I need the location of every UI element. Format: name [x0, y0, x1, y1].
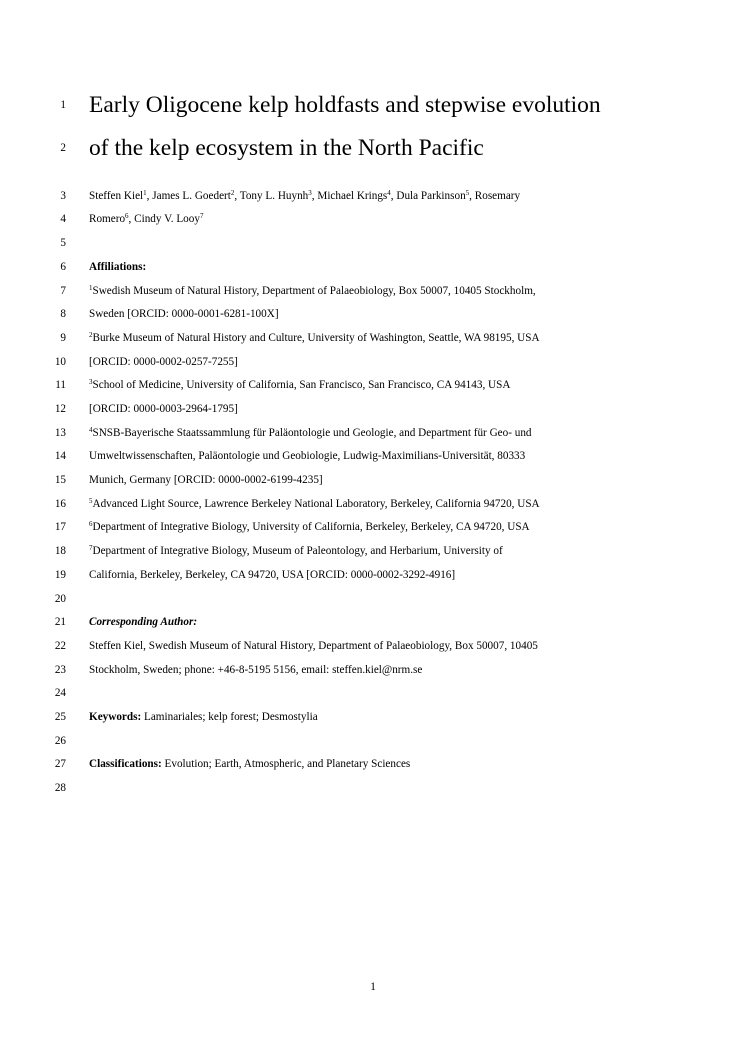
affiliation-line [0, 280, 746, 302]
affiliation-text: Department of Integrative Biology, University of California, Berkeley, Berkeley, CA 94720, USA [92, 521, 530, 533]
author-list [89, 185, 520, 207]
author-name: Romero [89, 213, 126, 225]
line-number: 18 [54, 545, 66, 557]
affiliation-text: [ORCID: 0000-0002-0257-7255] [89, 356, 238, 368]
corresponding-author-heading: Corresponding Author: [89, 616, 198, 628]
line-number: 1 [60, 99, 66, 111]
line-number: 26 [54, 735, 66, 747]
classifications-value: Evolution; Earth, Atmospheric, and Planetary Sciences [161, 758, 411, 770]
affiliation-text: Swedish Museum of Natural History, Department of Palaeobiology, Box 50007, 10405 Stockholm, [92, 285, 536, 297]
affiliation-mark: 5 [89, 497, 93, 505]
paper-title-part-1: Early Oligocene kelp holdfasts and stepwise evolution [89, 92, 601, 118]
line-number: 9 [60, 332, 66, 344]
affiliation-mark: 3 [89, 378, 93, 386]
author-affiliation-mark: 5 [465, 189, 470, 197]
author-name: , Rosemary [469, 190, 521, 202]
line-number: 27 [54, 758, 66, 770]
affiliations-heading-line [0, 256, 746, 278]
blank-line [0, 682, 746, 704]
affiliation-mark: 2 [89, 331, 93, 339]
author-affiliation-mark: 4 [387, 189, 391, 197]
author-name: , Dula Parkinson [390, 190, 466, 202]
line-number: 2 [60, 142, 66, 154]
keywords-line [0, 706, 746, 728]
line-number: 4 [60, 213, 66, 225]
title-line-1 [0, 85, 746, 125]
affiliation-mark: 4 [89, 426, 93, 434]
affiliation-line [0, 493, 746, 515]
line-number: 5 [60, 237, 66, 249]
author-name: , James L. Goedert [146, 190, 231, 202]
affiliation-line [0, 327, 746, 349]
line-number: 28 [54, 782, 66, 794]
affiliation-mark: 7 [89, 544, 93, 552]
affiliation-text: Burke Museum of Natural History and Culture, University of Washington, Seattle, WA 98195, USA [92, 332, 540, 344]
affiliation-line [0, 469, 746, 491]
line-number: 10 [54, 356, 66, 368]
affiliation-text: [ORCID: 0000-0003-2964-1795] [89, 403, 238, 415]
keywords-value: Laminariales; kelp forest; Desmostylia [141, 711, 318, 723]
authors-line-1 [0, 185, 746, 207]
line-number: 24 [54, 687, 66, 699]
affiliation-text: Munich, Germany [ORCID: 0000-0002-6199-4235] [89, 474, 323, 486]
line-number: 17 [54, 521, 66, 533]
paper-title-part-2: of the kelp ecosystem in the North Pacific [89, 135, 484, 161]
corresponding-heading-line [0, 611, 746, 633]
line-number: 12 [54, 403, 66, 415]
affiliation-text: School of Medicine, University of California, San Francisco, San Francisco, CA 94143, USA [92, 379, 511, 391]
line-number: 14 [54, 450, 66, 462]
line-number: 22 [54, 640, 66, 652]
line-number: 19 [54, 569, 66, 581]
line-number: 20 [54, 593, 66, 605]
affiliations-heading: Affiliations: [89, 261, 147, 273]
affiliation-text: Department of Integrative Biology, Museum of Paleontology, and Herbarium, University of [92, 545, 503, 557]
line-number: 25 [54, 711, 66, 723]
author-name: , Tony L. Huynh [234, 190, 309, 202]
classifications-label: Classifications: [89, 758, 162, 770]
blank-line [0, 232, 746, 254]
line-number: 6 [60, 261, 66, 273]
line-number: 21 [54, 616, 66, 628]
classifications-line [0, 753, 746, 775]
page-number: 1 [370, 981, 376, 993]
affiliation-line [0, 351, 746, 373]
corresponding-author-text: Steffen Kiel, Swedish Museum of Natural History, Department of Palaeobiology, Box 50007, 10405 [89, 640, 538, 652]
keywords-label: Keywords: [89, 711, 142, 723]
corresponding-author-contact: Stockholm, Sweden; phone: +46-8-5195 5156, email: steffen.kiel@nrm.se [89, 664, 423, 676]
author-affiliation-mark: 2 [230, 189, 235, 197]
affiliation-text: Advanced Light Source, Lawrence Berkeley National Laboratory, Berkeley, California 94720, USA [92, 498, 540, 510]
affiliation-line [0, 540, 746, 562]
blank-line [0, 730, 746, 752]
line-number: 13 [54, 427, 66, 439]
title-line-2 [0, 128, 746, 168]
author-name: , Michael Krings [311, 190, 388, 202]
affiliation-text: Umweltwissenschaften, Paläontologie und Geobiologie, Ludwig-Maximilians-Universität, 80333 [89, 450, 526, 462]
author-affiliation-mark: 6 [125, 212, 129, 220]
line-number: 11 [55, 379, 66, 391]
corresponding-line [0, 659, 746, 681]
affiliation-line [0, 445, 746, 467]
blank-line [0, 588, 746, 610]
line-number: 15 [54, 474, 66, 486]
line-number: 23 [54, 664, 66, 676]
affiliation-line [0, 303, 746, 325]
corresponding-line [0, 635, 746, 657]
author-affiliation-mark: 7 [199, 212, 204, 220]
author-name: , Cindy V. Looy [128, 213, 200, 225]
affiliation-mark: 1 [89, 284, 93, 292]
line-number: 7 [60, 285, 66, 297]
affiliation-line [0, 564, 746, 586]
affiliation-line [0, 374, 746, 396]
author-affiliation-mark: 3 [308, 189, 312, 197]
author-affiliation-mark: 1 [143, 189, 147, 197]
affiliation-line [0, 398, 746, 420]
affiliation-text: Sweden [ORCID: 0000-0001-6281-100X] [89, 308, 279, 320]
line-number: 16 [54, 498, 66, 510]
author-list-continued [89, 208, 203, 230]
affiliation-text: California, Berkeley, Berkeley, CA 94720, USA [ORCID: 0000-0002-3292-4916] [89, 569, 456, 581]
affiliation-line [0, 422, 746, 444]
authors-line-2 [0, 208, 746, 230]
author-name: Steffen Kiel [89, 190, 144, 202]
blank-line [0, 777, 746, 799]
line-number: 8 [60, 308, 66, 320]
line-number: 3 [60, 190, 66, 202]
affiliation-mark: 6 [89, 520, 93, 528]
affiliation-line [0, 516, 746, 538]
affiliation-text: SNSB-Bayerische Staatssammlung für Paläontologie und Geologie, and Department für Geo- und [92, 427, 532, 439]
